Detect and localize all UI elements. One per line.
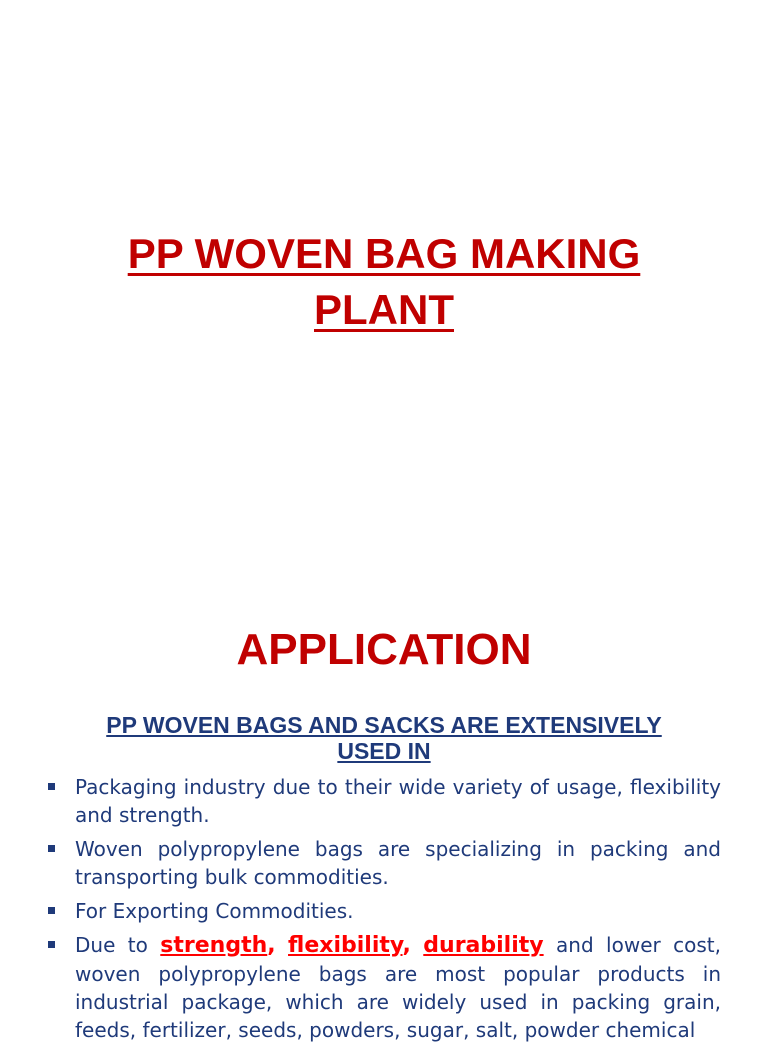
square-bullet-icon (48, 845, 55, 852)
bullet-text (75, 933, 721, 1042)
application-subhead (60, 712, 708, 764)
main-title-line-1: PP WOVEN BAG MAKING (127, 230, 641, 277)
bullet-item (45, 835, 721, 891)
subhead-line-2: USED IN (337, 738, 431, 764)
highlight-flexibility: flexibility (288, 933, 403, 958)
highlight-durability: durability (423, 933, 544, 958)
bullet-text: For Exporting Commodities. (75, 899, 354, 923)
bullet-prefix: Due to (75, 933, 161, 957)
bullet-item (45, 897, 721, 925)
application-bullet-list (45, 773, 721, 1050)
application-title: APPLICATION (236, 625, 532, 674)
square-bullet-icon (48, 783, 55, 790)
highlight-separator: , (402, 933, 411, 958)
bullet-item (45, 773, 721, 829)
main-title (40, 226, 728, 338)
bullet-text: Packaging industry due to their wide variety of usage, flexibility and strength. (75, 775, 721, 827)
application-slide (0, 576, 768, 1042)
subhead-line-1: PP WOVEN BAGS AND SACKS ARE EXTENSIVELY (106, 712, 662, 738)
bullet-suffix: and lower cost, woven polypropylene bags are most popular products in industrial package, which are widely used in packing grain, feeds, fertilizer, seeds, powders, sugar, salt, powder chemical (75, 933, 721, 1042)
bullet-text: Woven polypropylene bags are specializing in packing and transporting bulk commodities. (75, 837, 721, 889)
highlight-separator: , (267, 933, 276, 958)
highlight-strength: strength (160, 933, 268, 958)
square-bullet-icon (48, 941, 55, 948)
bullet-item (45, 931, 721, 1044)
main-title-line-2: PLANT (314, 286, 454, 333)
square-bullet-icon (48, 907, 55, 914)
